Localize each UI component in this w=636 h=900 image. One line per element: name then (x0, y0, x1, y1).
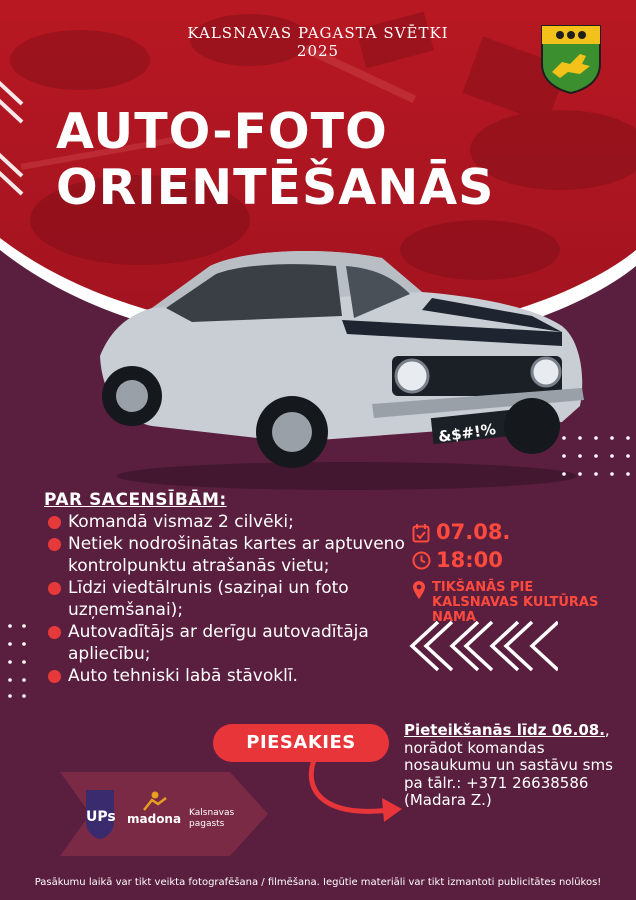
event-place: TIKŠANĀS PIE KALSNAVAS KULTŪRAS NAMA (432, 580, 599, 625)
list-item: Autovadītājs ar derīgu autovadītāja apliecību; (46, 621, 406, 665)
event-time: 18:00 (436, 548, 503, 572)
event-place-row (412, 580, 632, 625)
license-plate-text: &$#!% (437, 420, 497, 446)
list-item: Līdzi viedtālrunis (saziņai un foto uzņemšanai); (46, 577, 406, 621)
clock-icon (412, 551, 431, 570)
chevrons-decoration (408, 620, 558, 672)
list-item: Netiek nodrošinātas kartes ar aptuveno kontrolpunktu atrašanās vietu; (46, 533, 406, 577)
bullet-dot (48, 626, 61, 639)
apply-button[interactable]: PIESAKIES (213, 724, 389, 762)
bullet-dot (48, 582, 61, 595)
car-image (92, 236, 594, 496)
dots-decoration-right (558, 432, 634, 480)
ups-logo-text: UPs (86, 809, 116, 825)
event-date-row (412, 520, 510, 544)
bullet-dot (48, 670, 61, 683)
registration-deadline: Pieteikšanās līdz 06.08. (404, 721, 605, 739)
about-list (46, 511, 406, 687)
main-title (56, 104, 494, 216)
madona-logo-icon (140, 790, 170, 812)
registration-info (404, 722, 628, 810)
calendar-check-icon (412, 523, 430, 543)
event-time-row (412, 548, 503, 572)
bullet-dot (48, 538, 61, 551)
map-pin-icon (412, 580, 426, 600)
pagasts-logo-text: Kalsnavas pagasts (189, 808, 235, 829)
curved-arrow-icon (300, 758, 410, 828)
title-line-1: AUTO-FOTO (56, 103, 388, 160)
event-header (0, 24, 636, 60)
list-item: Auto tehniski labā stāvoklī. (46, 665, 406, 687)
dots-decoration-left (4, 620, 44, 700)
about-heading: PAR SACENSĪBĀM: (44, 490, 227, 510)
header-title: KALSNAVAS PAGASTA SVĒTKI (187, 24, 449, 42)
madona-logo-text: madona (127, 812, 182, 826)
event-date: 07.08. (436, 520, 511, 544)
header-year: 2025 (296, 42, 340, 60)
title-line-2: ORIENTĒŠANĀS (56, 159, 495, 216)
footer-note: Pasākumu laikā var tikt veikta fotografēšana / filmēšana. Iegūtie materiāli var tikt izmantoti publicitātes nolūkos! (34, 877, 602, 888)
list-item: Komandā vismaz 2 cilvēki; (46, 511, 406, 533)
bullet-dot (48, 516, 61, 529)
registration-details: , norādot komandas nosaukumu un sastāvu sms pa tālr.: +371 26638586 (Madara Z.) (404, 721, 613, 809)
